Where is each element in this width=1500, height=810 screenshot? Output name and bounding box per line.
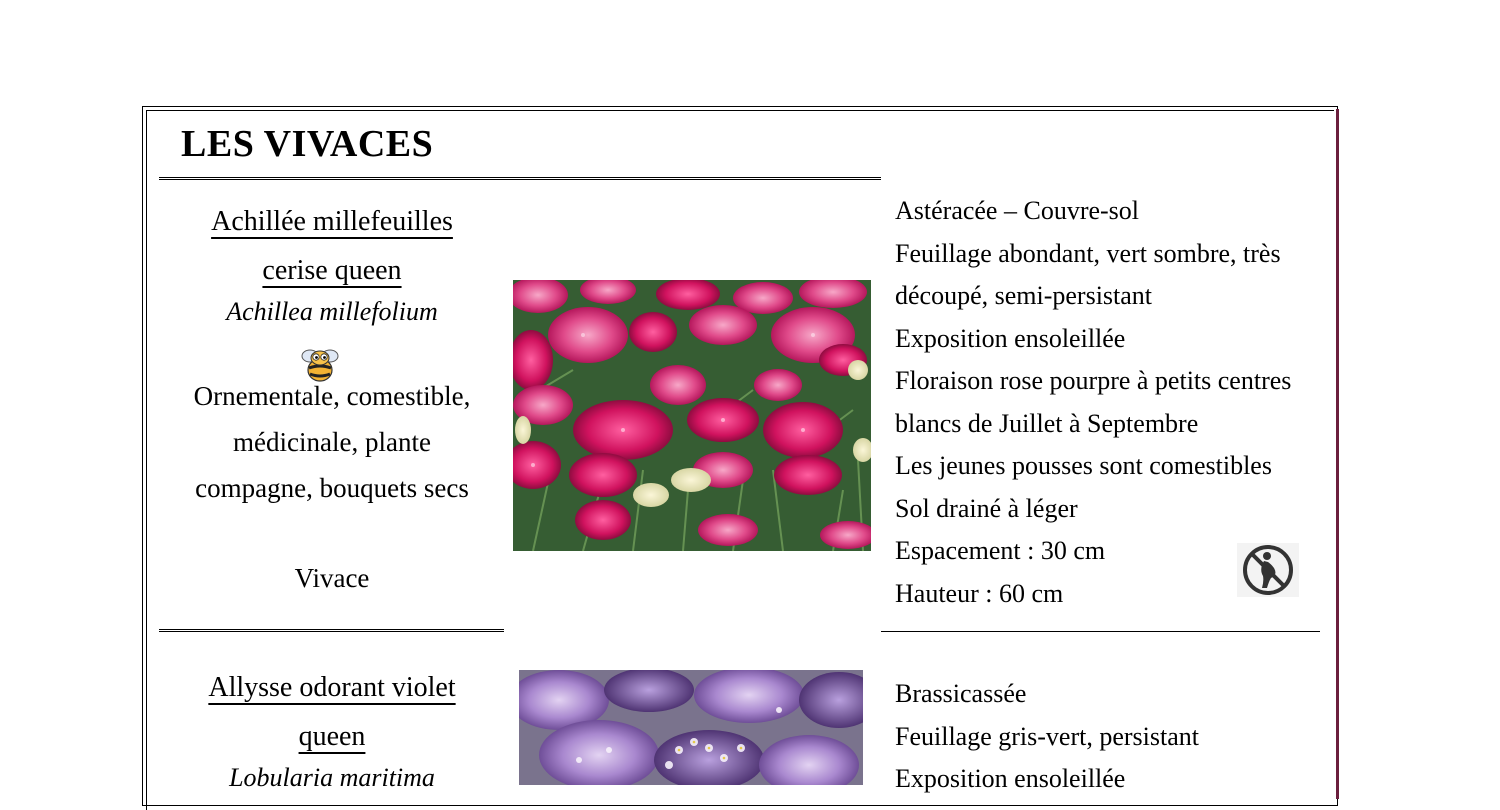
plant-latin-name: Lobularia maritima bbox=[229, 763, 435, 792]
detail-flowering-cont: blancs de Juillet à Septembre bbox=[895, 408, 1199, 438]
plant-common-name bbox=[160, 197, 504, 295]
plant-name-divider bbox=[159, 629, 504, 632]
plant-uses-line: médicinale, plante bbox=[233, 427, 431, 457]
detail-foliage: Feuillage gris-vert, persistant bbox=[895, 721, 1199, 751]
pink-yarrow-photo bbox=[513, 280, 871, 551]
detail-height: Hauteur : 60 cm bbox=[895, 578, 1064, 608]
plant-latin-name: Achillea millefolium bbox=[226, 297, 438, 326]
plant-cycle: Vivace bbox=[294, 563, 370, 593]
plant-details bbox=[895, 673, 1325, 801]
detail-foliage: Feuillage abondant, vert sombre, très bbox=[895, 238, 1281, 268]
plant-common-name-line: cerise queen bbox=[262, 255, 402, 286]
no-pregnant-women-icon bbox=[1237, 543, 1299, 597]
plant-common-name-line: queen bbox=[298, 721, 366, 752]
detail-family: Astéracée – Couvre-sol bbox=[895, 196, 1140, 225]
detail-spacing: Espacement : 30 cm bbox=[895, 536, 1106, 565]
purple-alyssum-photo bbox=[519, 670, 863, 785]
plant-uses-line: Ornementale, comestible, bbox=[193, 381, 471, 411]
detail-family: Brassicassée bbox=[895, 679, 1027, 708]
detail-edible: Les jeunes pousses sont comestibles bbox=[895, 451, 1272, 480]
plant-uses bbox=[160, 373, 504, 511]
detail-foliage-cont: découpé, semi-persistant bbox=[895, 281, 1153, 310]
section-title: LES VIVACES bbox=[181, 123, 434, 165]
detail-soil: Sol drainé à léger bbox=[895, 493, 1078, 523]
detail-flowering: Floraison rose pourpre à petits centres bbox=[895, 366, 1292, 395]
plant-uses-line: compagne, bouquets secs bbox=[195, 473, 469, 503]
plant-common-name bbox=[160, 663, 504, 761]
details-divider bbox=[881, 631, 1320, 632]
detail-exposure: Exposition ensoleillée bbox=[895, 323, 1126, 353]
plant-name-block bbox=[160, 663, 504, 795]
title-divider bbox=[159, 177, 881, 180]
plant-common-name-line: Allysse odorant violet bbox=[208, 672, 456, 703]
plant-common-name-line: Achillée millefeuilles bbox=[211, 206, 453, 237]
plant-name-block bbox=[160, 197, 504, 601]
bee-icon bbox=[298, 343, 342, 383]
page-frame-accent bbox=[1336, 109, 1339, 799]
detail-exposure: Exposition ensoleillée bbox=[895, 764, 1126, 793]
